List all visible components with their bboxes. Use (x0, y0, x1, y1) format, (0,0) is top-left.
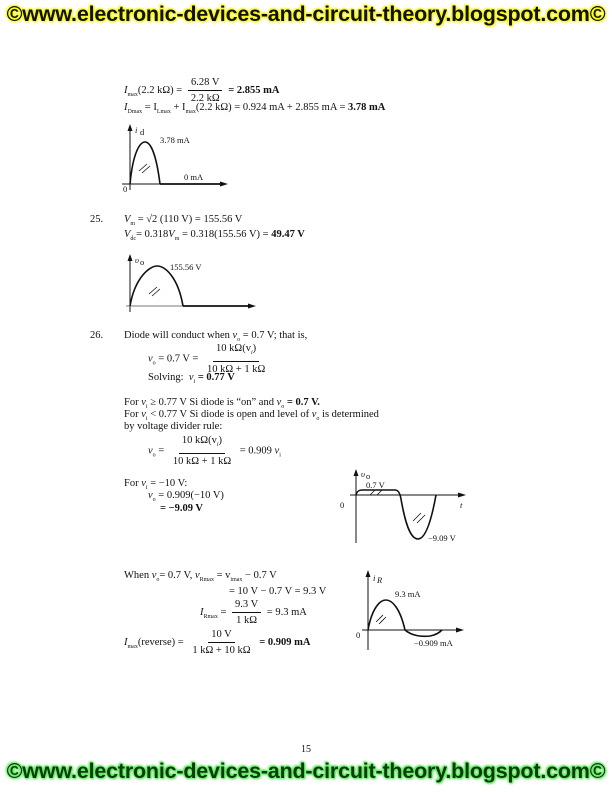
vdc-symbol: V (124, 229, 131, 240)
solving-label: Solving: (148, 372, 184, 383)
vi-var: v (188, 372, 194, 383)
vdc-equation (124, 229, 305, 242)
divider-fraction (170, 434, 234, 468)
divider-rule-text: by voltage divider rule: (124, 421, 223, 432)
peak-label: 9.3 mA (395, 589, 421, 599)
zero-label: 0 mA (184, 172, 204, 182)
num-close: ) (252, 343, 257, 354)
vi-subscript: imax (230, 577, 243, 583)
y-axis-subscript: o (140, 257, 145, 267)
ir-subscript: Rmax (203, 613, 218, 620)
vo-expression: = 0.909(−10 V) (158, 490, 224, 501)
num-text: 10 kΩ(v (216, 343, 251, 354)
intro-rest: = 0.7 V; that is, (242, 330, 308, 341)
vo-subscript: o (152, 497, 156, 503)
imax-term-subscript: max (185, 109, 196, 115)
vo-var: v (232, 330, 238, 341)
fraction-denominator: 1 kΩ (236, 615, 258, 626)
fraction-numerator (213, 342, 259, 362)
idmax-sum: (2.2 kΩ) = 0.924 mA + 2.855 mA = (195, 102, 346, 113)
vi-subscript: i (279, 452, 281, 459)
vo-result: = −9.09 V (160, 503, 203, 514)
imax-reverse-equation (124, 628, 310, 657)
minus-term: − 0.7 V (245, 570, 277, 581)
vi-var: v (141, 478, 146, 489)
ir-waveform-graph (352, 568, 470, 652)
vm-equation (124, 214, 242, 227)
vo-subscript: o (316, 416, 320, 422)
imax-symbol: I (124, 84, 128, 96)
y-axis-subscript: R (377, 575, 383, 585)
imax-subscript: max (127, 91, 138, 98)
y-axis-label: υ (361, 469, 365, 479)
vo-var: v (148, 490, 153, 501)
fraction-denominator: 10 kΩ + 1 kΩ (172, 456, 232, 467)
divider-fraction (204, 342, 268, 376)
id-waveform-graph (120, 122, 230, 194)
imax-subscript: max (127, 643, 138, 650)
reverse-result: = 0.909 mA (259, 636, 311, 648)
vo-value: = 0.7 V = (158, 353, 199, 365)
fraction-numerator: 9.3 V (232, 598, 261, 613)
condition-text: < 0.77 V Si diode is open and level of (150, 409, 310, 420)
vi-subscript: i (193, 379, 196, 385)
idmax-result: 3.78 mA (348, 102, 386, 113)
imax-arg: (2.2 kΩ) = (137, 84, 183, 96)
footer-watermark-banner: ©www.electronic-devices-and-circuit-theory.blogspot.com© (6, 759, 606, 783)
imax-symbol: I (124, 636, 128, 648)
condition-text: ≥ 0.77 V Si diode is “on” and (150, 397, 274, 408)
ir-equation: $I_{Rmax}$ = $\frac{9.3 V}{1 k\Omega}$ = 9.3 mA (200, 599, 307, 626)
ir-result: = 9.3 mA (266, 606, 307, 618)
y-axis-label: υ (135, 255, 139, 265)
y-axis-subscript: d (140, 127, 145, 137)
ir-symbol: I (200, 606, 204, 618)
page-number: 15 (301, 744, 311, 755)
origin-label: 0 (340, 500, 345, 510)
negative-peak-label: −0.909 mA (414, 638, 453, 648)
peak-label: 3.78 mA (160, 135, 190, 145)
vo-halfwave-graph (120, 252, 260, 314)
vo-subscript: o (237, 337, 241, 343)
vi-subscript: i (145, 404, 148, 410)
peak-label: 155.56 V (170, 262, 202, 272)
positive-level-label: 0.7 V (366, 480, 385, 490)
imax-fraction (188, 76, 223, 105)
vi-var: v (141, 409, 146, 420)
vr-var: v (194, 570, 200, 581)
reverse-fraction (189, 628, 253, 657)
imax-equation (124, 76, 279, 105)
imax-result: = 2.855 mA (228, 84, 280, 96)
vr-result-line: = 10 V − 0.7 V = 9.3 V (229, 586, 327, 597)
fraction-denominator: 1 kΩ + 10 kΩ (192, 645, 251, 656)
negative-peak-label: −9.09 V (428, 533, 456, 543)
vo-subscript: o (156, 577, 160, 583)
fraction-numerator: 10 V (208, 628, 235, 643)
id-symbol: I (124, 102, 128, 113)
for-label: For (124, 478, 139, 489)
reverse-label: (reverse) = (137, 636, 184, 648)
fraction-denominator: 10 kΩ + 1 kΩ (206, 364, 266, 375)
x-axis-label: t (460, 500, 463, 510)
for-label: For (124, 397, 139, 408)
fraction-numerator: 6.28 V (188, 76, 222, 91)
vo-var: v (148, 445, 153, 457)
problem-number-26: 26. (90, 330, 104, 341)
num-text: 10 kΩ(v (181, 435, 217, 446)
vi-result: = 0.77 V (197, 372, 235, 383)
ir-fraction (232, 598, 261, 627)
intro-text: Diode will conduct when (124, 330, 230, 341)
condition-result: = 0.7 V. (286, 397, 320, 408)
when-vo-line (124, 570, 277, 583)
vm-symbol: V (124, 214, 131, 225)
vo-subscript: o (152, 360, 156, 367)
vo-value: = 0.7 V, (159, 570, 193, 581)
vdc-subscript: dc (130, 236, 137, 242)
y-axis-subscript: o (366, 471, 371, 481)
vo-subscript: o (152, 452, 156, 459)
vm-ref-subscript: m (174, 236, 180, 242)
fraction-denominator: 2.2 kΩ (190, 93, 220, 104)
vr-subscript: Rmax (199, 577, 214, 583)
vdc-expression: = 0.318(155.56 V) = (181, 229, 269, 240)
case-neg10-line2 (148, 490, 224, 503)
num-subscript: i (216, 442, 219, 448)
vdc-result: 49.47 V (271, 229, 305, 240)
for-label: For (124, 409, 139, 420)
when-label: When (124, 570, 150, 581)
origin-label: 0 (356, 630, 361, 640)
il-symbol: = I (144, 102, 157, 113)
vi-var: v (141, 397, 146, 408)
vo-var: v (311, 409, 317, 420)
header-watermark-banner: ©www.electronic-devices-and-circuit-theory.blogspot.com© (6, 2, 606, 26)
imax-term: + I (173, 102, 186, 113)
vm-subscript: m (130, 221, 136, 227)
vo-subscript: o (281, 404, 285, 410)
num-close: ) (218, 435, 223, 446)
vi-var: v (274, 445, 280, 457)
vdc-coefficient: = 0.318 (136, 229, 169, 240)
vo-divider-equation: $v_o$ = $\frac{10 k\Omega(v_i)}{10 k\Omega + 1 k\Omega}$ = 0.909 $v_i$ (148, 435, 281, 467)
case-text: = −10 V: (150, 478, 188, 489)
idmax-equation (124, 102, 385, 115)
rhs-coefficient: = 0.909 (239, 445, 272, 457)
vo-var: v (148, 353, 153, 365)
solving-line (148, 372, 235, 385)
origin-label: 0 (123, 184, 128, 194)
vm-expression: = √2 (110 V) = 155.56 V (137, 214, 243, 225)
il-subscript: Lmax (156, 109, 171, 115)
vm-ref: V (168, 229, 175, 240)
vo-var: v (276, 397, 282, 408)
fraction-numerator (179, 434, 225, 454)
vi-subscript: i (145, 485, 148, 491)
vi-subscript: i (145, 416, 148, 422)
vo-clipped-waveform-graph (340, 467, 470, 545)
vo-threshold-equation (148, 342, 271, 376)
condition-text-2: is determined (322, 409, 379, 420)
y-axis-label: i (135, 125, 138, 135)
num-subscript: i (250, 350, 253, 356)
problem-number-25: 25. (90, 214, 104, 225)
vi-term: = v (216, 570, 231, 581)
y-axis-label: i (373, 573, 376, 583)
id-subscript: Dmax (127, 109, 143, 115)
vo-var: v (151, 570, 157, 581)
